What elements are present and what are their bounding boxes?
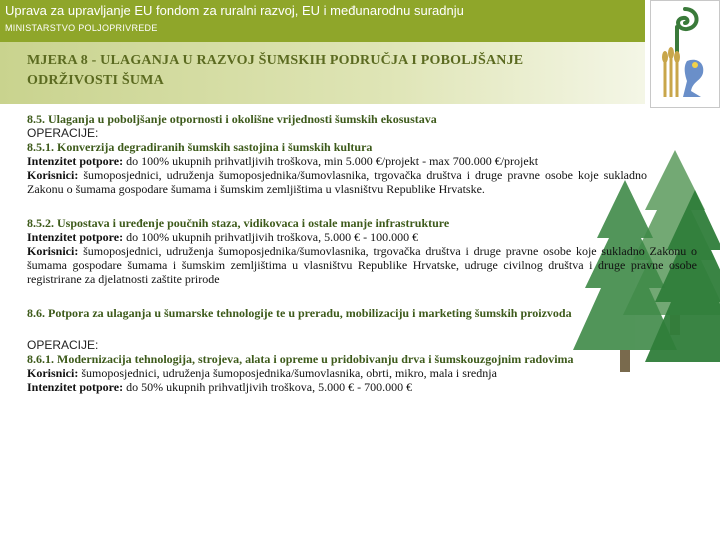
measure-title: MJERA 8 - ULAGANJA U RAZVOJ ŠUMSKIH PODRUČJA I POBOLJŠANJE ODRŽIVOSTI ŠUMA xyxy=(27,53,524,88)
op-861-korisnici xyxy=(27,366,697,380)
korisnici-label: Korisnici: xyxy=(27,244,79,258)
op-861-heading: 8.6.1. Modernizacija tehnologija, strojeva, alata i opreme u pridobivanju drva i šumskouzgojnim radovima xyxy=(27,352,574,366)
intenzitet-text: do 100% ukupnih prihvatljivih troškova, min 5.000 €/projekt - max 700.000 €/projekt xyxy=(123,154,539,168)
korisnici-label: Korisnici: xyxy=(27,366,79,380)
intenzitet-text: do 50% ukupnih prihvatljivih troškova, 5.000 € - 700.000 € xyxy=(123,380,413,394)
korisnici-label: Korisnici: xyxy=(27,168,79,182)
section-85-heading: 8.5. Ulaganja u poboljšanje otpornosti i okolišne vrijednosti šumskih ekosustava xyxy=(27,112,437,126)
korisnici-text: šumoposjednici, udruženja šumoposjednika/šumovlasnika, trgovačka društva i druge pravne osobe koje sukladno Zakonu o šumama gospodare šumama i šumskim zemljištima u vlasništvu Republike Hrvatske, udruge civilnog društva i druge pravne osobe registrirane za djelatnosti zaštite prirode xyxy=(27,244,697,286)
op-851-intenzitet xyxy=(27,154,697,168)
header-subtitle: MINISTARSTVO POLJOPRIVREDE xyxy=(5,23,158,33)
op-852-intenzitet xyxy=(27,230,697,244)
operacije-label: OPERACIJE: xyxy=(27,126,99,140)
op-852-heading: 8.5.2. Uspostava i uređenje poučnih staza, vidikovaca i ostale manje infrastrukture xyxy=(27,216,450,230)
intenzitet-label: Intenzitet potpore: xyxy=(27,380,124,394)
content xyxy=(27,112,697,394)
section-86-heading: 8.6. Potpora za ulaganja u šumarske tehnologije te u preradu, mobilizaciju i marketing šumskih proizvoda xyxy=(27,306,572,320)
intenzitet-text: do 100% ukupnih prihvatljivih troškova, 5.000 € - 100.000 € xyxy=(123,230,419,244)
op-851-korisnici xyxy=(27,168,647,196)
op-861-intenzitet xyxy=(27,380,697,394)
korisnici-text: šumoposjednici, udruženja šumoposjednika/šumovlasnika, obrti, mikro, mala i srednja xyxy=(78,366,497,380)
op-851-heading: 8.5.1. Konverzija degradiranih šumskih sastojina i šumskih kultura xyxy=(27,140,373,154)
intenzitet-label: Intenzitet potpore: xyxy=(27,154,124,168)
op-852-korisnici xyxy=(27,244,697,286)
intenzitet-label: Intenzitet potpore: xyxy=(27,230,124,244)
operacije-label: OPERACIJE: xyxy=(27,338,99,352)
header-bar xyxy=(0,0,645,42)
header-title: Uprava za upravljanje EU fondom za ruralni razvoj, EU i međunarodnu suradnju xyxy=(5,3,464,18)
ministry-logo-icon xyxy=(650,0,720,108)
korisnici-text: šumoposjednici, udruženja šumoposjednika/šumovlasnika, trgovačka društva i druge pravne osobe koje sukladno Zakonu o šumama gospodare šumama i šumskim zemljištima u vlasništvu Republike Hrvatske. xyxy=(27,168,647,196)
